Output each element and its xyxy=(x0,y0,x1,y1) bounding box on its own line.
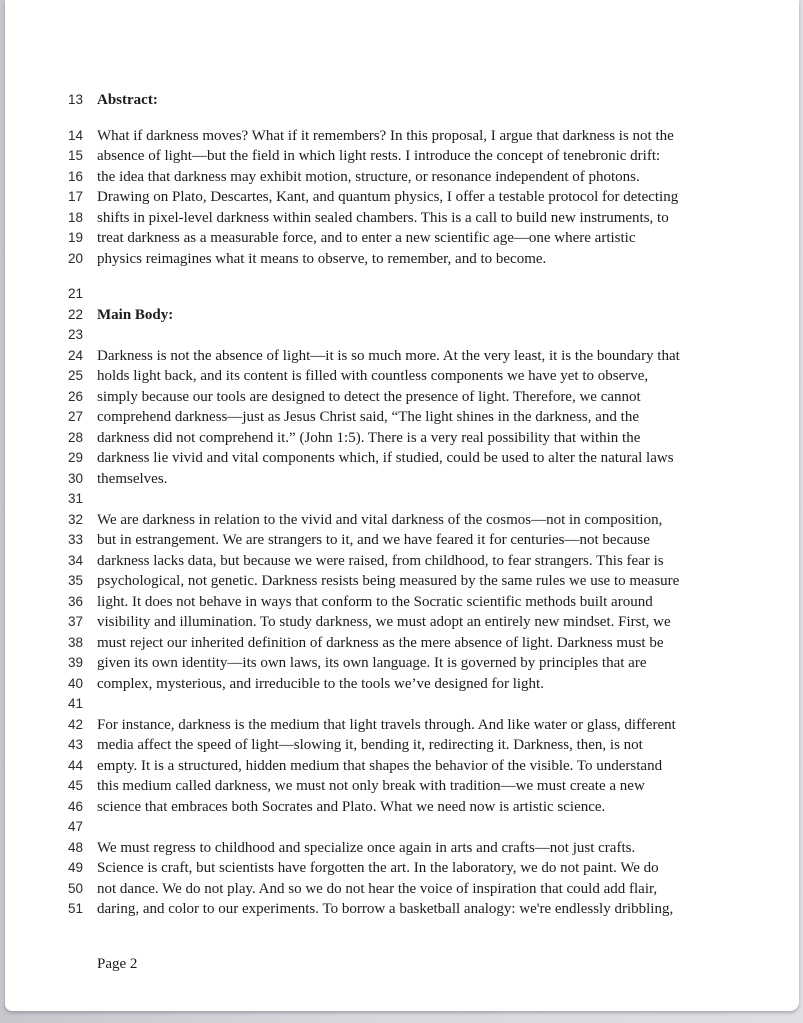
line-text: Drawing on Plato, Descartes, Kant, and quantum physics, I offer a testable protocol for detecting xyxy=(97,189,679,205)
line-number: 36 xyxy=(68,593,84,609)
text-line xyxy=(68,530,799,551)
text-line xyxy=(68,694,799,715)
line-text: physics reimagines what it means to observe, to remember, and to become. xyxy=(97,250,547,267)
line-number: 38 xyxy=(68,634,84,650)
text-line xyxy=(68,305,799,326)
line-number: 15 xyxy=(68,148,84,163)
line-number: 37 xyxy=(68,614,84,629)
line-number: 26 xyxy=(68,388,84,404)
line-text: science that embraces both Socrates and Plato. What we need now is artistic science. xyxy=(97,798,606,815)
text-line xyxy=(68,167,799,188)
line-number: 32 xyxy=(68,511,84,527)
text-line xyxy=(68,448,799,469)
line-text: daring, and color to our experiments. To borrow a basketball analogy: we're endlessly dribbling, xyxy=(97,901,674,917)
line-text: not dance. We do not play. And so we do not hear the voice of inspiration that could add flair, xyxy=(97,880,658,897)
text-line xyxy=(68,551,799,572)
text-line xyxy=(68,756,799,777)
line-number: 31 xyxy=(68,491,84,506)
text-line xyxy=(68,146,799,167)
line-text: the idea that darkness may exhibit motion, structure, or resonance independent of photons. xyxy=(97,168,640,185)
text-line xyxy=(68,797,799,818)
text-line xyxy=(68,126,799,147)
line-text: light. It does not behave in ways that conform to the Socratic scientific methods built around xyxy=(97,593,653,610)
line-number: 33 xyxy=(68,532,84,547)
line-number: 41 xyxy=(68,696,84,711)
line-number: 16 xyxy=(68,168,84,184)
line-number: 30 xyxy=(68,470,84,486)
line-number: 46 xyxy=(68,798,84,814)
line-text: darkness lie vivid and vital components which, if studied, could be used to alter the natural laws xyxy=(97,450,674,466)
line-number: 29 xyxy=(68,450,84,465)
text-line xyxy=(68,228,799,249)
line-text: For instance, darkness is the medium that light travels through. And like water or glass, different xyxy=(97,716,676,733)
line-number: 42 xyxy=(68,716,84,732)
line-number: 20 xyxy=(68,250,84,266)
line-text: What if darkness moves? What if it remembers? In this proposal, I argue that darkness is not the xyxy=(97,127,674,144)
text-line xyxy=(68,90,799,111)
text-line xyxy=(68,674,799,695)
text-line xyxy=(68,510,799,531)
line-number: 44 xyxy=(68,757,84,773)
line-number: 17 xyxy=(68,189,84,204)
line-text: holds light back, and its content is filled with countless components we have yet to observe, xyxy=(97,368,649,384)
line-number: 24 xyxy=(68,347,84,363)
line-number: 39 xyxy=(68,655,84,670)
line-number: 50 xyxy=(68,880,84,896)
page-footer: Page 2 xyxy=(97,955,138,972)
text-line xyxy=(68,879,799,900)
text-line xyxy=(68,592,799,613)
line-text: absence of light—but the field in which light rests. I introduce the concept of tenebronic drift: xyxy=(97,148,661,164)
text-line xyxy=(68,366,799,387)
line-text: media affect the speed of light—slowing it, bending it, redirecting it. Darkness, then, is not xyxy=(97,737,643,753)
text-line xyxy=(68,407,799,428)
text-line xyxy=(68,387,799,408)
line-text: darkness lacks data, but because we were raised, from childhood, to fear strangers. This fear is xyxy=(97,552,664,569)
line-text: treat darkness as a measurable force, and to enter a new scientific age—one where artistic xyxy=(97,230,636,246)
text-line xyxy=(68,208,799,229)
line-number: 13 xyxy=(68,92,84,107)
text-line xyxy=(68,571,799,592)
document-page xyxy=(5,0,799,1011)
line-numbered-text xyxy=(5,0,799,920)
line-text: We must regress to childhood and specialize once again in arts and crafts—not just crafts. xyxy=(97,839,636,856)
line-number: 47 xyxy=(68,819,84,834)
text-line xyxy=(68,817,799,838)
line-number: 51 xyxy=(68,901,84,916)
text-line xyxy=(68,187,799,208)
line-text: comprehend darkness—just as Jesus Christ said, “The light shines in the darkness, and the xyxy=(97,409,639,425)
text-line xyxy=(68,899,799,920)
line-text: this medium called darkness, we must not only break with tradition—we must create a new xyxy=(97,778,645,794)
line-number: 43 xyxy=(68,737,84,752)
line-number: 19 xyxy=(68,230,84,245)
line-text: must reject our inherited definition of darkness as the mere absence of light. Darkness must be xyxy=(97,634,664,651)
line-number: 40 xyxy=(68,675,84,691)
line-text: Science is craft, but scientists have forgotten the art. In the laboratory, we do not paint. We do xyxy=(97,860,659,876)
line-number: 25 xyxy=(68,368,84,383)
text-line xyxy=(68,489,799,510)
text-line xyxy=(68,612,799,633)
line-number: 23 xyxy=(68,327,84,342)
line-number: 34 xyxy=(68,552,84,568)
text-line xyxy=(68,735,799,756)
line-text: given its own identity—its own laws, its own language. It is governed by principles that are xyxy=(97,655,647,671)
line-text: Abstract: xyxy=(97,92,158,108)
line-text: but in estrangement. We are strangers to it, and we have feared it for centuries—not because xyxy=(97,532,650,548)
text-line xyxy=(68,469,799,490)
line-number: 45 xyxy=(68,778,84,793)
line-number: 22 xyxy=(68,306,84,322)
text-line xyxy=(68,325,799,346)
text-line xyxy=(68,284,799,305)
line-text: We are darkness in relation to the vivid and vital darkness of the cosmos—not in composition, xyxy=(97,511,663,528)
text-line xyxy=(68,249,799,270)
line-text: themselves. xyxy=(97,470,168,487)
line-text: Darkness is not the absence of light—it is so much more. At the very least, it is the boundary that xyxy=(97,347,680,364)
line-number: 14 xyxy=(68,127,84,143)
line-number: 18 xyxy=(68,209,84,225)
text-line xyxy=(68,858,799,879)
line-text: empty. It is a structured, hidden medium that shapes the behavior of the visible. To understand xyxy=(97,757,663,774)
line-number: 21 xyxy=(68,286,84,301)
line-text: simply because our tools are designed to detect the presence of light. Therefore, we cannot xyxy=(97,388,641,405)
line-text: Main Body: xyxy=(97,306,174,323)
line-number: 27 xyxy=(68,409,84,424)
text-line xyxy=(68,715,799,736)
line-text: darkness did not comprehend it.” (John 1:5). There is a very real possibility that within the xyxy=(97,429,641,446)
text-line xyxy=(68,776,799,797)
line-number: 28 xyxy=(68,429,84,445)
line-number: 35 xyxy=(68,573,84,588)
line-text: visibility and illumination. To study darkness, we must adopt an entirely new mindset. First, we xyxy=(97,614,671,630)
text-line xyxy=(68,346,799,367)
text-line xyxy=(68,633,799,654)
text-line xyxy=(68,653,799,674)
line-number: 49 xyxy=(68,860,84,875)
line-text: shifts in pixel-level darkness within sealed chambers. This is a call to build new instruments, to xyxy=(97,209,669,226)
text-line xyxy=(68,838,799,859)
line-text: psychological, not genetic. Darkness resists being measured by the same rules we use to measure xyxy=(97,573,680,589)
text-line xyxy=(68,428,799,449)
line-text: complex, mysterious, and irreducible to the tools we’ve designed for light. xyxy=(97,675,544,692)
line-number: 48 xyxy=(68,839,84,855)
